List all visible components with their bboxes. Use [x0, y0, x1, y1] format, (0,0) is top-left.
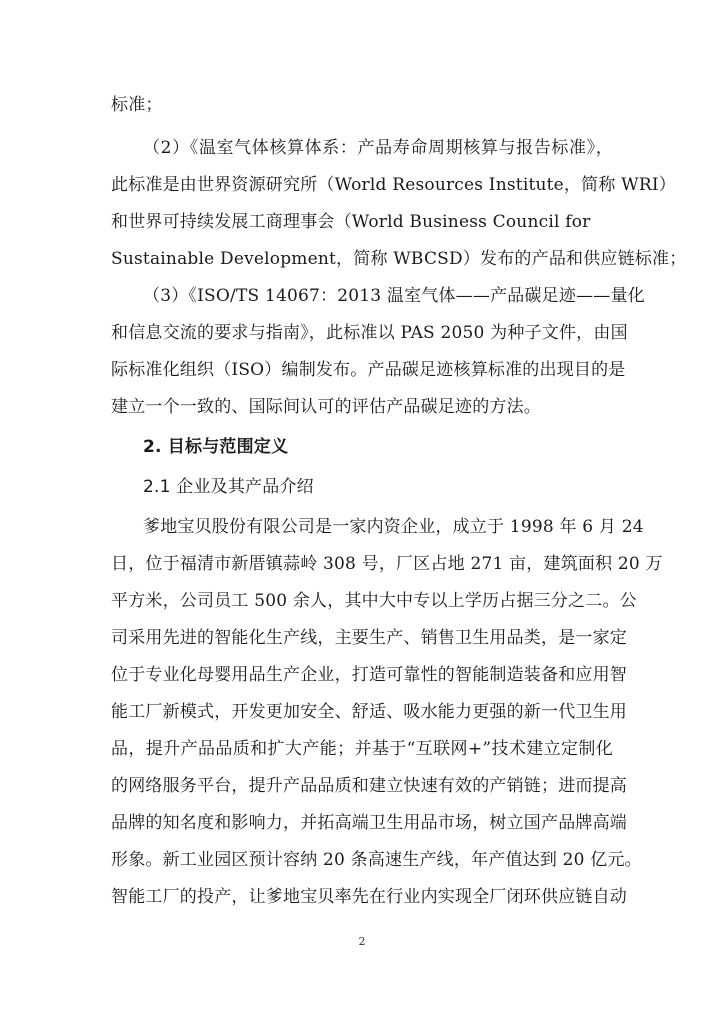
body-text-line: Sustainable Development，简称 WBCSD）发布的产品和供应链标准； — [111, 249, 687, 269]
subsection-heading: 2.1 企业及其产品介绍 — [143, 477, 314, 497]
body-text-line: 标准； — [111, 95, 163, 115]
body-text-line: 智能工厂的投产，让爹地宝贝率先在行业内实现全厂闭环供应链自动 — [111, 887, 627, 907]
body-text-line: 和信息交流的要求与指南》，此标准以 PAS 2050 为种子文件，由国 — [111, 323, 628, 343]
paragraph-first-line: 爹地宝贝股份有限公司是一家内资企业，成立于 1998 年 6 月 24 — [143, 517, 644, 537]
body-text-line: 和世界可持续发展工商理事会（World Business Council for — [111, 212, 591, 232]
body-text-line: 司采用先进的智能化生产线，主要生产、销售卫生用品类，是一家定 — [111, 628, 627, 648]
section-heading: 2. 目标与范围定义 — [143, 437, 289, 457]
body-text-line: 的网络服务平台，提升产品品质和建立快速有效的产销链；进而提高 — [111, 776, 627, 796]
page-number: 2 — [358, 935, 366, 948]
body-text-line: 能工厂新模式，开发更加安全、舒适、吸水能力更强的新一代卫生用 — [111, 702, 627, 722]
body-text-line: 品牌的知名度和影响力，并拓高端卫生用品市场，树立国产品牌高端 — [111, 813, 627, 833]
body-text-line: 际标准化组织（ISO）编制发布。产品碳足迹核算标准的出现目的是 — [111, 360, 626, 380]
list-item-2: （2）《温室气体核算体系：产品寿命周期核算与报告标准》， — [143, 138, 613, 158]
list-item-3: （3）《ISO/TS 14067：2013 温室气体——产品碳足迹——量化 — [143, 286, 645, 306]
body-text-line: 位于专业化母婴用品生产企业，打造可靠性的智能制造装备和应用智 — [111, 665, 627, 685]
body-text-line: 日，位于福清市新厝镇蒜岭 308 号，厂区占地 271 亩，建筑面积 20 万 — [111, 554, 663, 574]
body-text-line: 此标准是由世界资源研究所（World Resources Institute，简称 WRI） — [111, 175, 676, 195]
body-text-line: 建立一个一致的、国际间认可的评估产品碳足迹的方法。 — [111, 397, 541, 417]
body-text-line: 平方米，公司员工 500 余人，其中大中专以上学历占据三分之二。公 — [111, 591, 637, 611]
body-text-line: 品，提升产品品质和扩大产能；并基于“互联网+”技术建立定制化 — [111, 739, 613, 759]
body-text-line: 形象。新工业园区预计容纳 20 条高速生产线，年产值达到 20 亿元。 — [111, 850, 642, 870]
